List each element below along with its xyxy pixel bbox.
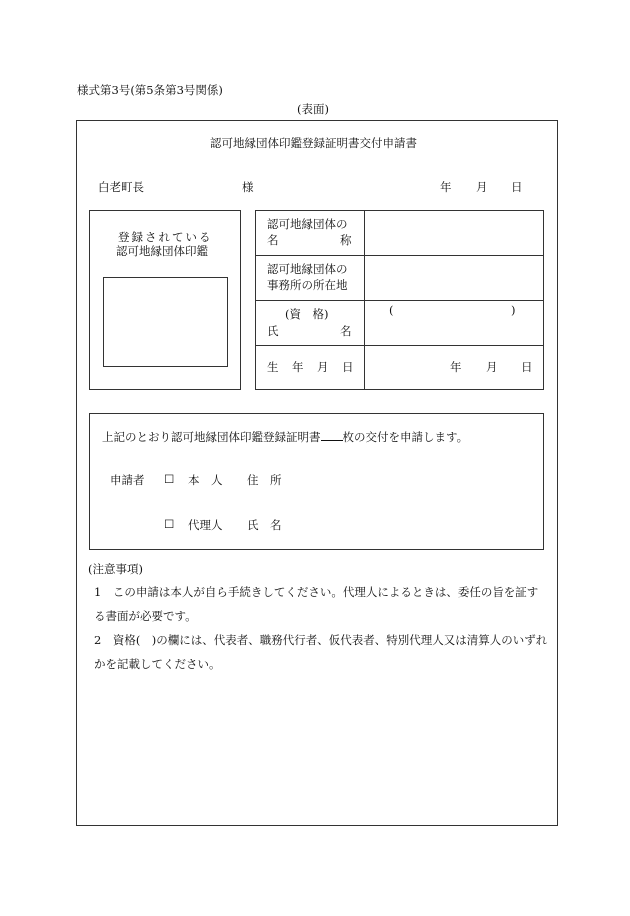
name-label-2b: 称 <box>340 233 352 247</box>
birth-month: 月 <box>486 360 498 374</box>
birth-year: 年 <box>450 360 462 374</box>
name-field[interactable] <box>366 212 542 253</box>
side-label: (表面) <box>297 102 329 116</box>
birth-label-1: 生 <box>267 360 279 374</box>
office-label-2: 事務所の所在地 <box>267 278 348 292</box>
seal-box-label-1: 登録されている <box>118 230 213 244</box>
agent-label: 代理人 <box>188 518 223 532</box>
request-text-before: 上記のとおり認可地縁団体印鑑登録証明書 <box>102 430 321 444</box>
addressee: 白老町長 <box>98 180 144 194</box>
note-item-1: 1 この申請は本人が自ら手続きしてください。代理人によるときは、委任の旨を証する書面が必要です。 <box>94 585 539 623</box>
notes-heading: (注意事項) <box>88 562 143 576</box>
note-item-2: 2 資格( )の欄には、代表者、職務代行者、仮代表者、特別代理人又は清算人のいずれかを記載してください。 <box>94 633 548 671</box>
birth-label-4: 日 <box>342 360 354 374</box>
address-label: 住 所 <box>247 473 282 487</box>
applicant-name-label: 氏 名 <box>247 518 282 532</box>
date-year: 年 <box>440 180 452 194</box>
name-label-2a: 名 <box>267 233 279 247</box>
agent-checkbox[interactable]: ☐ <box>164 517 175 531</box>
seal-impression-area[interactable] <box>103 277 228 367</box>
person-label-1: 氏 <box>267 324 279 338</box>
self-checkbox[interactable]: ☐ <box>164 472 175 486</box>
seal-box-label-2: 認可地縁団体印鑑 <box>116 244 208 258</box>
copies-blank[interactable] <box>321 430 343 441</box>
applicant-label: 申請者 <box>110 473 145 487</box>
form-number: 様式第3号(第5条第3号関係) <box>77 83 223 97</box>
birth-label-2: 年 <box>292 360 304 374</box>
person-label-2: 名 <box>340 324 352 338</box>
date-month: 月 <box>476 180 488 194</box>
request-text-after: 枚の交付を申請します。 <box>342 430 469 444</box>
honorific: 様 <box>242 180 254 194</box>
form-title: 認可地縁団体印鑑登録証明書交付申請書 <box>210 136 417 150</box>
self-label: 本 人 <box>188 473 223 487</box>
qualification-paren-close: ) <box>511 303 516 317</box>
qualification-label: (資 格) <box>285 307 329 321</box>
request-text <box>102 430 468 444</box>
birth-label-3: 月 <box>317 360 329 374</box>
birth-day: 日 <box>521 360 533 374</box>
qualification-paren-open: ( <box>389 303 394 317</box>
name-label-1: 認可地縁団体の <box>267 217 348 231</box>
person-field[interactable] <box>366 302 542 343</box>
office-label-1: 認可地縁団体の <box>267 262 348 276</box>
date-day: 日 <box>511 180 523 194</box>
office-field[interactable] <box>366 257 542 298</box>
